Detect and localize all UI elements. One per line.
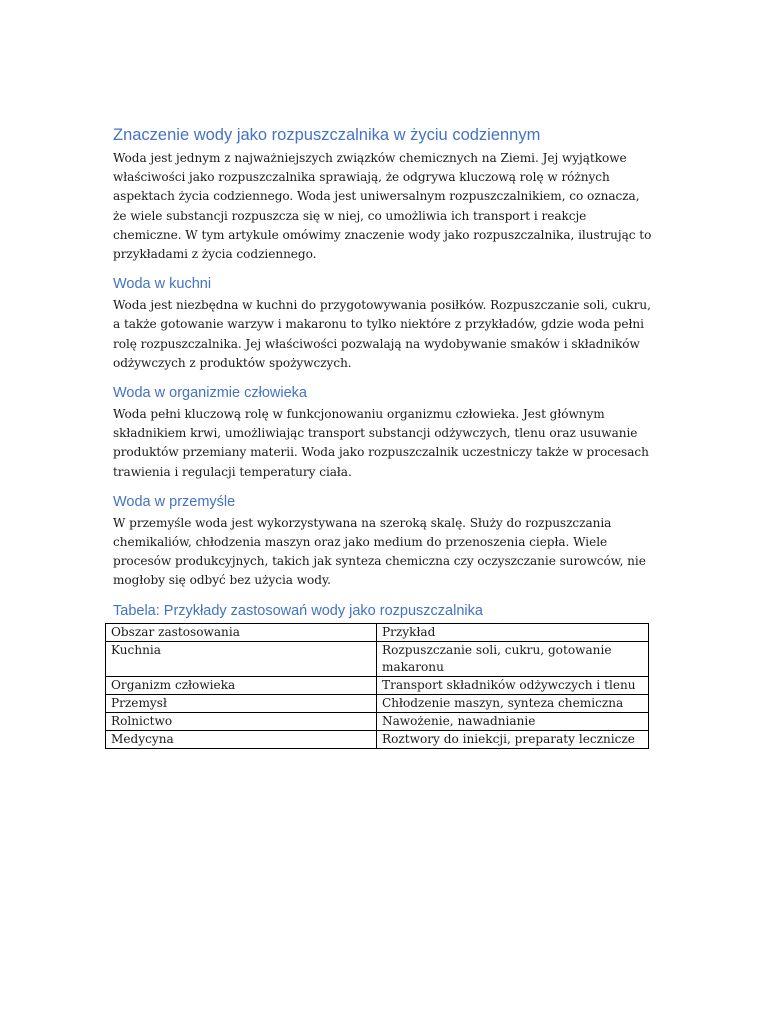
section-heading-industry: Woda w przemyśle: [113, 493, 236, 510]
document-page: [113, 124, 653, 749]
table-cell: Rolnictwo: [106, 712, 377, 730]
table-header-cell: Przykład: [377, 623, 649, 641]
table-row: [106, 694, 649, 712]
table-row: [106, 730, 649, 748]
section-heading-kitchen: Woda w kuchni: [113, 276, 212, 293]
table-row: [106, 676, 649, 694]
table-row: [106, 641, 649, 676]
table-cell: Medycyna: [106, 730, 377, 748]
table-cell: Kuchnia: [106, 641, 377, 676]
section-text-industry: W przemyśle woda jest wykorzystywana na szeroką skalę. Służy do rozpuszczania chemikaliów, chłodzenia maszyn oraz jako medium do przenoszenia ciepła. Wiele procesów produkcyjnych, takich jak synteza chemiczna czy oczyszczanie surowców, nie mogłoby się odbyć bez użycia wody.: [113, 515, 646, 588]
intro-paragraph: Woda jest jednym z najważniejszych związków chemicznych na Ziemi. Jej wyjątkowe właściwości jako rozpuszczalnika sprawiają, że odgrywa kluczową rolę w różnych aspektach życia codziennego. Woda jest uniwersalnym rozpuszczalnikiem, co oznacza, że wiele substancji rozpuszcza się w niej, co umożliwia ich transport i reakcje chemiczne. W tym artykule omówimy znaczenie wody jako rozpuszczalnika, ilustrując to przykładami z życia codziennego.: [113, 151, 652, 262]
applications-table: [105, 623, 649, 749]
table-row: [106, 712, 649, 730]
table-title: Tabela: Przykłady zastosowań wody jako rozpuszczalnika: [113, 602, 483, 619]
table-cell: Chłodzenie maszyn, synteza chemiczna: [377, 694, 649, 712]
table-header-cell: Obszar zastosowania: [106, 623, 377, 641]
table-cell: Przemysł: [106, 694, 377, 712]
document-title: Znaczenie wody jako rozpuszczalnika w życiu codziennym: [113, 126, 541, 144]
section-text-human-body: Woda pełni kluczową rolę w funkcjonowaniu organizmu człowieka. Jest głównym składnikiem krwi, umożliwiając transport substancji odżywczych, tlenu oraz usuwanie produktów przemiany materii. Woda jako rozpuszczalnik uczestniczy także w procesach trawienia i regulacji temperatury ciała.: [113, 407, 649, 479]
table-cell: Roztwory do iniekcji, preparaty lecznicze: [377, 730, 649, 748]
table-cell: Transport składników odżywczych i tlenu: [377, 676, 649, 694]
section-heading-human-body: Woda w organizmie człowieka: [113, 385, 307, 402]
table-header-row: [106, 623, 649, 641]
section-text-kitchen: Woda jest niezbędna w kuchni do przygotowywania posiłków. Rozpuszczanie soli, cukru, a także gotowanie warzyw i makaronu to tylko niektóre z przykładów, gdzie woda pełni rolę rozpuszczalnika. Jej właściwości pozwalają na wydobywanie smaków i składników odżywczych z produktów spożywczych.: [113, 298, 651, 370]
table-cell: Rozpuszczanie soli, cukru, gotowanie makaronu: [377, 641, 649, 676]
table-cell: Organizm człowieka: [106, 676, 377, 694]
table-cell: Nawożenie, nawadnianie: [377, 712, 649, 730]
